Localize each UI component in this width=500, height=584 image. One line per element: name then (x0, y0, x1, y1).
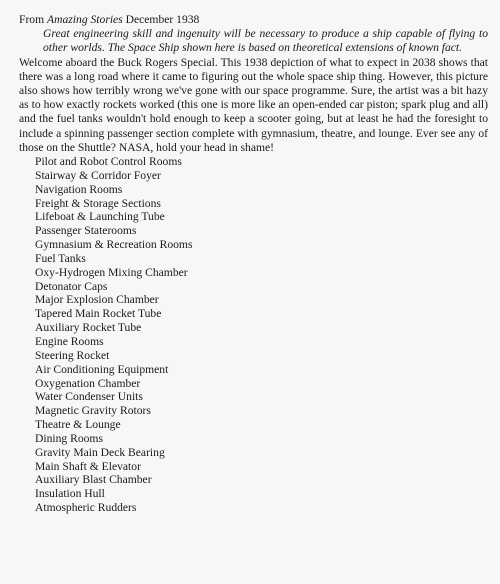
commentary-paragraph: Welcome aboard the Buck Rogers Special. This 1938 depiction of what to expect in 2038 shows that there was a long road where it came to figuring out the whole space ship thing. However, this picture also shows how terribly wrong we've gone with our space programme. Sure, the artist was a bit hazy as to how exactly rockets worked (this one is more like an open-ended car piston; spark plug and all) and the fuel tanks wouldn't hold enough to keep a scooter going, but at least he had the foresight to include a spinning passenger section complete with gymnasium, theatre, and lounge. Ever see any of those on the Shuttle? NASA, hold your head in shame! (19, 55, 488, 154)
list-item: Tapered Main Rocket Tube (35, 307, 162, 321)
list-item: Fuel Tanks (35, 251, 86, 265)
list-item: Engine Rooms (35, 335, 104, 348)
list-item: Main Shaft & Elevator (35, 459, 141, 473)
source-date: December 1938 (125, 13, 200, 26)
magazine-title: Amazing Stories (47, 13, 123, 26)
list-item: Lifeboat & Launching Tube (35, 210, 165, 224)
list-item: Major Explosion Chamber (35, 293, 159, 307)
list-item: Gravity Main Deck Bearing (35, 445, 165, 459)
list-item: Stairway & Corridor Foyer (35, 168, 161, 182)
list-item: Navigation Rooms (35, 182, 123, 196)
list-item: Oxy-Hydrogen Mixing Chamber (35, 265, 188, 279)
source-prefix: From (19, 13, 45, 26)
list-item: Insulation Hull (35, 487, 105, 501)
list-item: Freight & Storage Sections (35, 196, 161, 210)
list-item: Passenger Staterooms (35, 224, 137, 238)
list-item: Oxygenation Chamber (35, 376, 141, 390)
list-item: Steering Rocket (35, 348, 110, 362)
list-item: Auxiliary Blast Chamber (35, 473, 152, 487)
list-item: Water Condenser Units (35, 390, 143, 404)
list-item: Air Conditioning Equipment (35, 362, 169, 376)
list-item: Dining Rooms (35, 431, 103, 445)
magazine-quote: Great engineering skill and ingenuity will be necessary to produce a ship capable of flying to other worlds. The Space Ship shown here is based on theoretical extensions of known fact. (43, 27, 488, 55)
list-item: Magnetic Gravity Rotors (35, 404, 151, 418)
source-line (19, 13, 488, 27)
list-item: Theatre & Lounge (35, 418, 121, 432)
parts-list (19, 155, 488, 515)
list-item: Detonator Caps (35, 279, 108, 293)
list-item: Atmospheric Rudders (35, 501, 137, 515)
list-item: Auxiliary Rocket Tube (35, 321, 142, 335)
list-item: Gymnasium & Recreation Rooms (35, 238, 193, 252)
list-item: Pilot and Robot Control Rooms (35, 155, 182, 169)
